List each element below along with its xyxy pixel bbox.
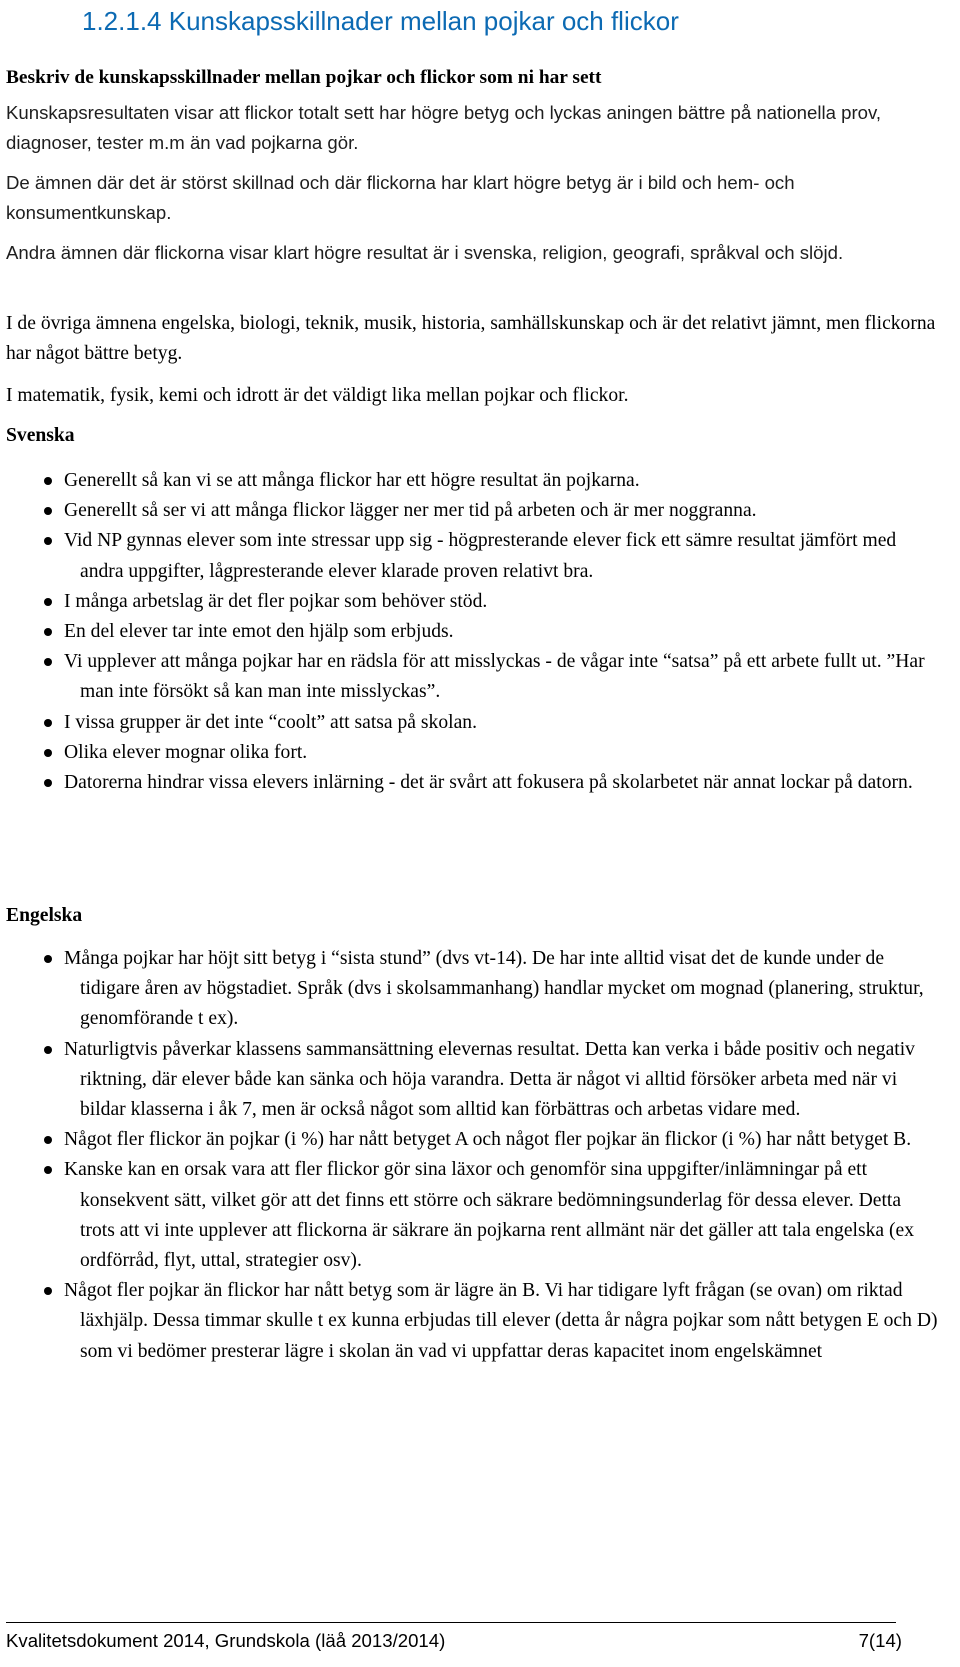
bullet-icon xyxy=(44,1166,52,1174)
list-item: Vid NP gynnas elever som inte stressar upp sig - högpresterande elever fick ett sämre resultat jämfört med andra uppgifter, lågpresterande elever klarade proven relativt bra. xyxy=(0,526,940,586)
section-title-engelska: Engelska xyxy=(6,905,83,926)
intro-paragraph-5: I matematik, fysik, kemi och idrott är det väldigt lika mellan pojkar och flickor. xyxy=(6,385,629,406)
list-item: Generellt så ser vi att många flickor lägger ner mer tid på arbeten och är mer noggranna. xyxy=(0,496,940,526)
list-item: Vi upplever att många pojkar har en rädsla för att misslyckas - de vågar inte “satsa” på ett arbete fullt ut. ”Har man inte försökt så kan man inte misslyckas”. xyxy=(0,647,940,707)
section-heading-1-2-1-4: 1.2.1.4 Kunskapsskillnader mellan pojkar och flickor xyxy=(82,6,679,36)
bullet-icon xyxy=(44,1136,52,1144)
list-item: Kanske kan en orsak vara att fler flickor gör sina läxor och genomför sina uppgifter/inlämningar på ett konsekvent sätt, vilket gör att det finns ett större och säkrare bedömningsunderlag för dessa elever. Detta trots att vi inte upplever att flickorna är säkrare än pojkarna rent allmänt när det gäller att tala engelska (ex ordförråd, flyt, uttal, strategier osv). xyxy=(0,1155,940,1276)
bullet-icon xyxy=(44,537,52,545)
svenska-bullet-list xyxy=(0,466,960,798)
engelska-bullet-list xyxy=(0,944,960,1367)
list-item: Olika elever mognar olika fort. xyxy=(0,738,940,768)
footer-page-number: 7(14) xyxy=(858,1630,902,1651)
bullet-icon xyxy=(44,477,52,485)
list-item: Datorerna hindrar vissa elevers inlärning - det är svårt att fokusera på skolarbetet när annat lockar på datorn. xyxy=(0,768,940,798)
footer-divider xyxy=(6,1622,896,1623)
list-item: Något fler flickor än pojkar (i %) har nått betyget A och något fler pojkar än flickor (i %) har nått betyget B. xyxy=(0,1125,940,1155)
bullet-icon xyxy=(44,598,52,606)
bullet-icon xyxy=(44,749,52,757)
list-item: I många arbetslag är det fler pojkar som behöver stöd. xyxy=(0,587,940,617)
intro-paragraph-2: De ämnen där det är störst skillnad och där flickorna har klart högre betyg är i bild och hem- och konsumentkunskap. xyxy=(6,172,795,223)
list-item: Naturligtvis påverkar klassens sammansättning elevernas resultat. Detta kan verka i både positiv och negativ riktning, där elever både kan sänka och höja varandra. Detta är något vi alltid försöker arbeta med när vi bildar klasserna i åk 7, men är också något som alltid kan förbättras och arbetas vidare med. xyxy=(0,1035,940,1126)
intro-paragraph-3: Andra ämnen där flickorna visar klart högre resultat är i svenska, religion, geografi, språkval och slöjd. xyxy=(6,242,844,263)
bullet-icon xyxy=(44,507,52,515)
list-item: Generellt så kan vi se att många flickor har ett högre resultat än pojkarna. xyxy=(0,466,940,496)
bullet-icon xyxy=(44,779,52,787)
bullet-icon xyxy=(44,719,52,727)
bullet-icon xyxy=(44,1046,52,1054)
footer-document-title: Kvalitetsdokument 2014, Grundskola (läå 2013/2014) xyxy=(6,1630,446,1651)
list-item: Något fler pojkar än flickor har nått betyg som är lägre än B. Vi har tidigare lyft frågan (se ovan) om riktad läxhjälp. Dessa timmar skulle t ex kunna erbjudas till elever (detta år några pojkar som nått betygen E och D) som vi bedömer presterar lägre i skolan än vad vi uppfattar deras kapacitet inom engelskämnet xyxy=(0,1276,940,1367)
list-item: Många pojkar har höjt sitt betyg i “sista stund” (dvs vt-14). De har inte alltid visat det de kunde under de tidigare åren av högstadiet. Språk (dvs i skolsammanhang) handlar mycket om mognad (planering, struktur, genomförande t ex). xyxy=(0,944,940,1035)
bullet-icon xyxy=(44,1287,52,1295)
intro-paragraph-4: I de övriga ämnena engelska, biologi, teknik, musik, historia, samhällskunskap och är det relativt jämnt, men flickorna har något bättre betyg. xyxy=(6,313,936,364)
list-item: I vissa grupper är det inte “coolt” att satsa på skolan. xyxy=(0,708,940,738)
list-item: En del elever tar inte emot den hjälp som erbjuds. xyxy=(0,617,940,647)
intro-paragraph-1: Kunskapsresultaten visar att flickor totalt sett har högre betyg och lyckas aningen bättre på nationella prov, diagnoser, tester m.m än vad pojkarna gör. xyxy=(6,102,882,153)
question-subheading: Beskriv de kunskapsskillnader mellan pojkar och flickor som ni har sett xyxy=(6,67,602,88)
bullet-icon xyxy=(44,658,52,666)
bullet-icon xyxy=(44,955,52,963)
bullet-icon xyxy=(44,628,52,636)
section-title-svenska: Svenska xyxy=(6,425,75,446)
